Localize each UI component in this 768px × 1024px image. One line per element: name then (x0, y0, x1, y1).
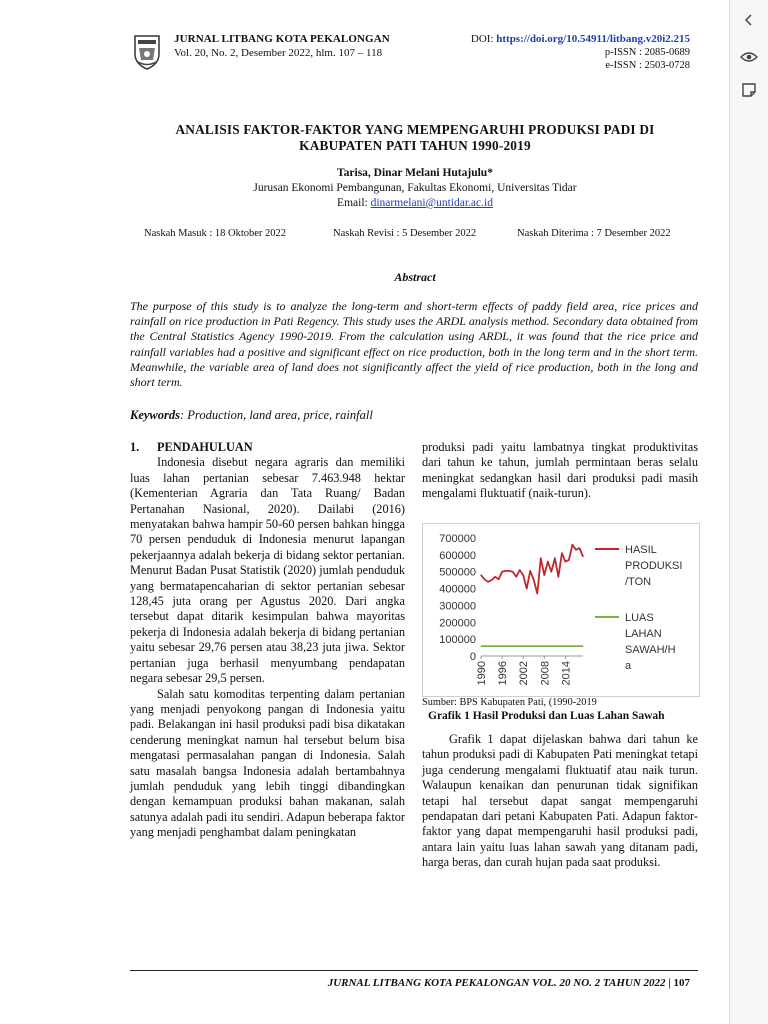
authors: Tarisa, Dinar Melani Hutajulu* (337, 167, 493, 179)
eye-icon[interactable] (737, 45, 761, 69)
data-point (484, 579, 485, 580)
data-point (575, 549, 576, 550)
email-label: Email: (337, 197, 371, 209)
paragraph: Salah satu komoditas terpenting dalam pertanian yang menjadi penyokong pangan di Indonesia yaitu padi. Belakangan ini hasil produksi padi bisa dikatakan cenderung meningkat namun hal tersebut belum bisa mengatasi permasalahan pangan di Indonesia. Salah satu masalah bangsa Indonesia adalah bertambahnya jumlah penduduk yang lebih tinggi dibandingkan dengan kemampuan produksi bahan makanan, salah satunya adalah padi itu sendiri. Adapun beberapa faktor yang menjadi penghambat dalam peningkatan (130, 686, 405, 840)
data-point (544, 645, 545, 646)
data-point (544, 574, 545, 575)
data-point (484, 645, 485, 646)
data-point (523, 645, 524, 646)
data-point (540, 645, 541, 646)
doi-label: DOI: (470, 33, 497, 45)
x-tick-label: 1990 (476, 661, 488, 686)
y-tick-label: 400000 (439, 583, 476, 596)
data-point (526, 645, 527, 646)
article-title (100, 122, 730, 154)
data-point (516, 576, 517, 577)
data-point (558, 645, 559, 646)
legend-label: LAHAN (625, 628, 662, 640)
data-point (530, 645, 531, 646)
data-point (554, 558, 555, 559)
data-point (502, 645, 503, 646)
data-point (540, 558, 541, 559)
footer-journal: JURNAL LITBANG KOTA PEKALONGAN VOL. 20 NO. 2 TAHUN 2022 (327, 977, 666, 989)
data-point (579, 548, 580, 549)
data-point (494, 645, 495, 646)
data-point (498, 579, 499, 580)
affiliation: Jurusan Ekonomi Pembangunan, Fakultas Ekonomi, Universitas Tidar (253, 182, 577, 194)
data-point (582, 645, 583, 646)
journal-volume: Vol. 20, No. 2, Desember 2022, hlm. 107 – 118 (174, 47, 383, 59)
doi-link[interactable]: https://doi.org/10.54911/litbang.v20i2.215 (496, 33, 690, 45)
section-title: PENDAHULUAN (157, 440, 253, 454)
journal-name: JURNAL LITBANG KOTA PEKALONGAN (174, 33, 390, 45)
data-point (509, 570, 510, 571)
data-point (568, 645, 569, 646)
data-point (572, 544, 573, 545)
data-point (537, 593, 538, 594)
data-point (523, 574, 524, 575)
paragraph: Indonesia disebut negara agraris dan memiliki luas lahan pertanian sebesar 7.463.948 hektar (Kementerian Agraria dan Tata Ruang/ Badan Pertanahan Nasional, 2020). Dailabi (2016) menyatakan bahwa hampir 50-60 persen bahkan hingga 70 persen penduduk di Indonesia menurut lapangan pekerjaannya adalah bekerja di bidang sektor pertanian. Menurut Badan Pusat Statistik (2020) jumlah penduduk yang bermatapencaharian di sektor pertanian sebesar 128,45 juta orang per Agustus 2020. Dari angka tersebut dapat ditarik kesimpulan bahwa mayoritas pekerja di Indonesia adalah bekerja di bidang pertanian yaitu sebesar 29,76 persen atau 38,23 juta jiwa. Sektor pertanian juga berhasil menyumbang pendapatan negara sebesar 29,5 persen. (130, 455, 405, 686)
data-point (494, 576, 495, 577)
legend-label: SAWAH/H (625, 644, 676, 656)
date-revised: Naskah Revisi : 5 Desember 2022 (333, 228, 477, 239)
keywords (130, 408, 373, 423)
x-tick-label: 2014 (560, 661, 573, 686)
data-point (519, 569, 520, 570)
title-line-2: KABUPATEN PATI TAHUN 1990-2019 (299, 138, 531, 153)
y-tick-label: 700000 (439, 533, 476, 545)
data-point (526, 588, 527, 589)
footer-rule (130, 970, 698, 971)
abstract-text: The purpose of this study is to analyze the long-term and short-term effects of paddy field area, rice prices and rainfall on rice production in Pati Regency. This study uses the ARDL analysis method. Secondary data obtained from the Central Statistics Agency 1990-2019. From the calculation using ARDL, it was found that the rice price and rainfall variables had a positive and significant effect on rice production, both in the long term and in the short term. Meanwhile, the variable area of land does not significantly affect the yield of rice production, both in the long and short term. (130, 299, 698, 390)
y-tick-label: 100000 (439, 634, 476, 647)
date-accepted: Naskah Diterima : 7 Desember 2022 (517, 228, 671, 239)
y-tick-label: 200000 (439, 617, 476, 630)
y-tick-label: 0 (469, 651, 476, 663)
data-point (502, 571, 503, 572)
journal-logo (133, 34, 161, 70)
data-point (480, 574, 481, 575)
email-line (100, 197, 730, 209)
data-point (565, 561, 566, 562)
data-point (561, 645, 562, 646)
data-point (516, 645, 517, 646)
keywords-values: : Production, land area, price, rainfall (180, 408, 373, 422)
data-point (509, 645, 510, 646)
data-point (487, 645, 488, 646)
page-number: 107 (673, 977, 690, 989)
data-point (582, 556, 583, 557)
legend-label: /TON (625, 576, 652, 588)
data-point (480, 645, 481, 646)
data-point (512, 571, 513, 572)
e-issn: e-ISSN : 2503-0728 (605, 60, 690, 71)
y-tick-label: 600000 (439, 549, 476, 562)
data-point (505, 570, 506, 571)
footer (328, 977, 690, 989)
data-point (533, 580, 534, 581)
data-point (579, 645, 580, 646)
y-tick-label: 500000 (439, 566, 476, 579)
data-point (575, 645, 576, 646)
data-point (568, 559, 569, 560)
data-point (537, 645, 538, 646)
title-line-1: ANALISIS FAKTOR-FAKTOR YANG MEMPENGARUHI PRODUKSI PADI DI (175, 122, 655, 137)
data-point (519, 645, 520, 646)
email-link[interactable]: dinarmelani@untidar.ac.id (370, 197, 493, 209)
legend-label: LUAS (625, 612, 654, 624)
viewer-sidebar (729, 0, 768, 1024)
section-heading (130, 440, 405, 455)
data-point (551, 571, 552, 572)
note-icon[interactable] (737, 78, 761, 102)
legend-label: HASIL (625, 544, 657, 556)
doi-line (430, 33, 690, 45)
data-point (554, 645, 555, 646)
series-line (481, 545, 583, 594)
chart-svg (423, 524, 699, 696)
x-tick-label: 2008 (539, 661, 552, 686)
paragraph: Grafik 1 dapat dijelaskan bahwa dari tahun ke tahun produksi padi di Kabupaten Pati meningkat tetapi juga cenderung mengalami fluktuatif atau naik turun. Walaupun kenaikan dan penurunan tidak signifikan tetapi hal tersebut dapat sangat mempengaruhi pendapatan dari petani Kabupaten Pati. Adapun faktor-faktor yang dapat mempengaruhi hasil produksi padi, antara lain yaitu luas lahan sawah yang ditanam padi, harga beras, dan curah hujan pada saat produksi. (422, 732, 698, 870)
footer-separator: | (665, 977, 674, 989)
data-point (491, 580, 492, 581)
chevron-left-icon[interactable] (737, 8, 761, 32)
data-point (547, 561, 548, 562)
data-point (551, 645, 552, 646)
right-column-bottom (422, 732, 698, 871)
x-tick-label: 1996 (497, 661, 510, 686)
legend-label: a (625, 660, 632, 672)
right-column-top (422, 440, 698, 502)
data-point (487, 581, 488, 582)
data-point (491, 645, 492, 646)
data-point (561, 553, 562, 554)
y-tick-label: 300000 (439, 600, 476, 613)
data-point (572, 645, 573, 646)
keywords-label: Keywords (130, 408, 180, 422)
data-point (512, 645, 513, 646)
left-column (130, 440, 405, 841)
x-tick-label: 2002 (518, 661, 531, 686)
date-received: Naskah Masuk : 18 Oktober 2022 (144, 228, 287, 239)
figure-source: Sumber: BPS Kabupaten Pati, (1990-2019 (422, 697, 597, 708)
data-point (565, 645, 566, 646)
production-chart (422, 523, 700, 697)
data-point (547, 645, 548, 646)
paragraph: produksi padi yaitu lambatnya tingkat produktivitas dari tahun ke tahun, jumlah permintaan beras selalu meningkat sedangkan hasil dari produksi padi masih mengalami fluktuatif (naik-turun). (422, 440, 698, 501)
data-point (505, 645, 506, 646)
data-point (533, 645, 534, 646)
data-point (558, 576, 559, 577)
abstract-heading: Abstract (394, 270, 436, 284)
data-point (498, 645, 499, 646)
data-point (530, 570, 531, 571)
figure-caption: Grafik 1 Hasil Produksi dan Luas Lahan Sawah (428, 710, 665, 722)
section-number: 1. (130, 440, 140, 454)
p-issn: p-ISSN : 2085-0689 (604, 47, 690, 58)
legend-label: PRODUKSI (625, 560, 683, 572)
